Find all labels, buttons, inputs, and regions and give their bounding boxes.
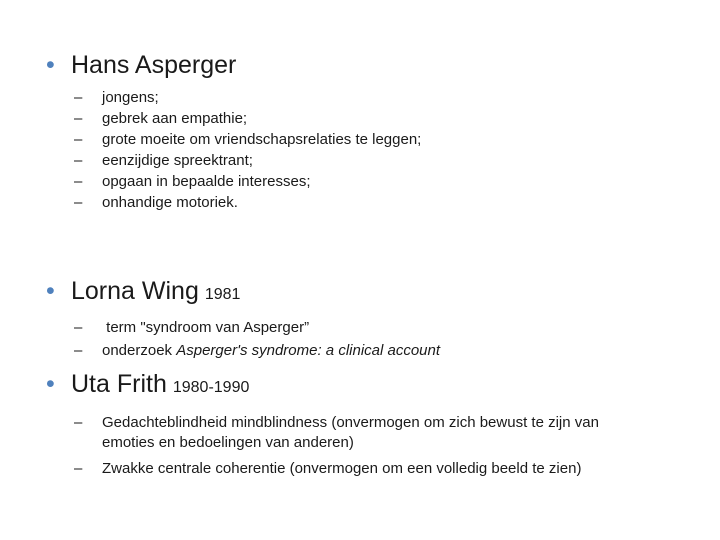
- dash-icon: –: [74, 110, 83, 127]
- section-lorna-wing: [46, 276, 440, 361]
- dash-icon: –: [74, 414, 83, 431]
- dash-icon: –: [74, 194, 83, 211]
- list-item-text: opgaan in bepaalde interesses;: [102, 173, 311, 190]
- list-item: [74, 459, 654, 479]
- list-item: [74, 109, 421, 129]
- list-item-text-plain: onderzoek: [102, 342, 177, 359]
- list-item-text: grote moeite om vriendschapsrelaties te leggen;: [102, 131, 422, 148]
- list-item: [74, 318, 440, 338]
- dash-icon: –: [74, 342, 83, 359]
- list-item: [74, 172, 421, 192]
- dash-icon: –: [74, 152, 83, 169]
- list-item-text: eenzijdige spreektrant;: [102, 152, 253, 169]
- list-item-text: gebrek aan empathie;: [102, 110, 248, 127]
- heading-lorna-wing: [46, 276, 440, 310]
- dash-icon: –: [74, 173, 83, 190]
- heading-text: Uta Frith: [71, 370, 167, 398]
- list-item-text: Gedachteblindheid mindblindness (onvermogen om zich bewust te zijn van emoties en bedoelingen van anderen): [102, 414, 599, 451]
- dash-icon: –: [74, 319, 83, 336]
- list-item: [74, 413, 654, 453]
- dash-icon: –: [74, 89, 83, 106]
- bullet-icon: •: [46, 277, 55, 305]
- list-item: [74, 130, 421, 150]
- dash-icon: –: [74, 131, 83, 148]
- heading-uta-frith: [46, 369, 654, 403]
- list-item-text: onhandige motoriek.: [102, 194, 238, 211]
- list-item-text: jongens;: [102, 89, 159, 106]
- section-hans-asperger: [46, 50, 421, 213]
- sublist-hans-asperger: [74, 88, 421, 213]
- heading-text: Lorna Wing: [71, 277, 199, 305]
- section-uta-frith: [46, 369, 654, 479]
- bullet-icon: •: [46, 370, 55, 398]
- list-item: [74, 88, 421, 108]
- list-item: [74, 151, 421, 171]
- heading-hans-asperger: [46, 50, 421, 80]
- heading-year: 1981: [204, 286, 241, 303]
- dash-icon: –: [74, 460, 83, 477]
- list-item-text: term "syndroom van Asperger”: [102, 319, 310, 336]
- list-item-text: [102, 341, 440, 361]
- sublist-lorna-wing: [74, 318, 440, 361]
- bullet-icon: •: [46, 51, 55, 79]
- list-item-text-italic: Asperger's syndrome: a clinical account: [176, 342, 441, 359]
- list-item: [74, 193, 421, 213]
- list-item: [74, 341, 440, 361]
- list-item-text: Zwakke centrale coherentie (onvermogen om een volledig beeld te zien): [102, 460, 582, 477]
- heading-text: Hans Asperger: [71, 51, 237, 79]
- heading-years: 1980-1990: [172, 379, 250, 396]
- sublist-uta-frith: [74, 413, 654, 479]
